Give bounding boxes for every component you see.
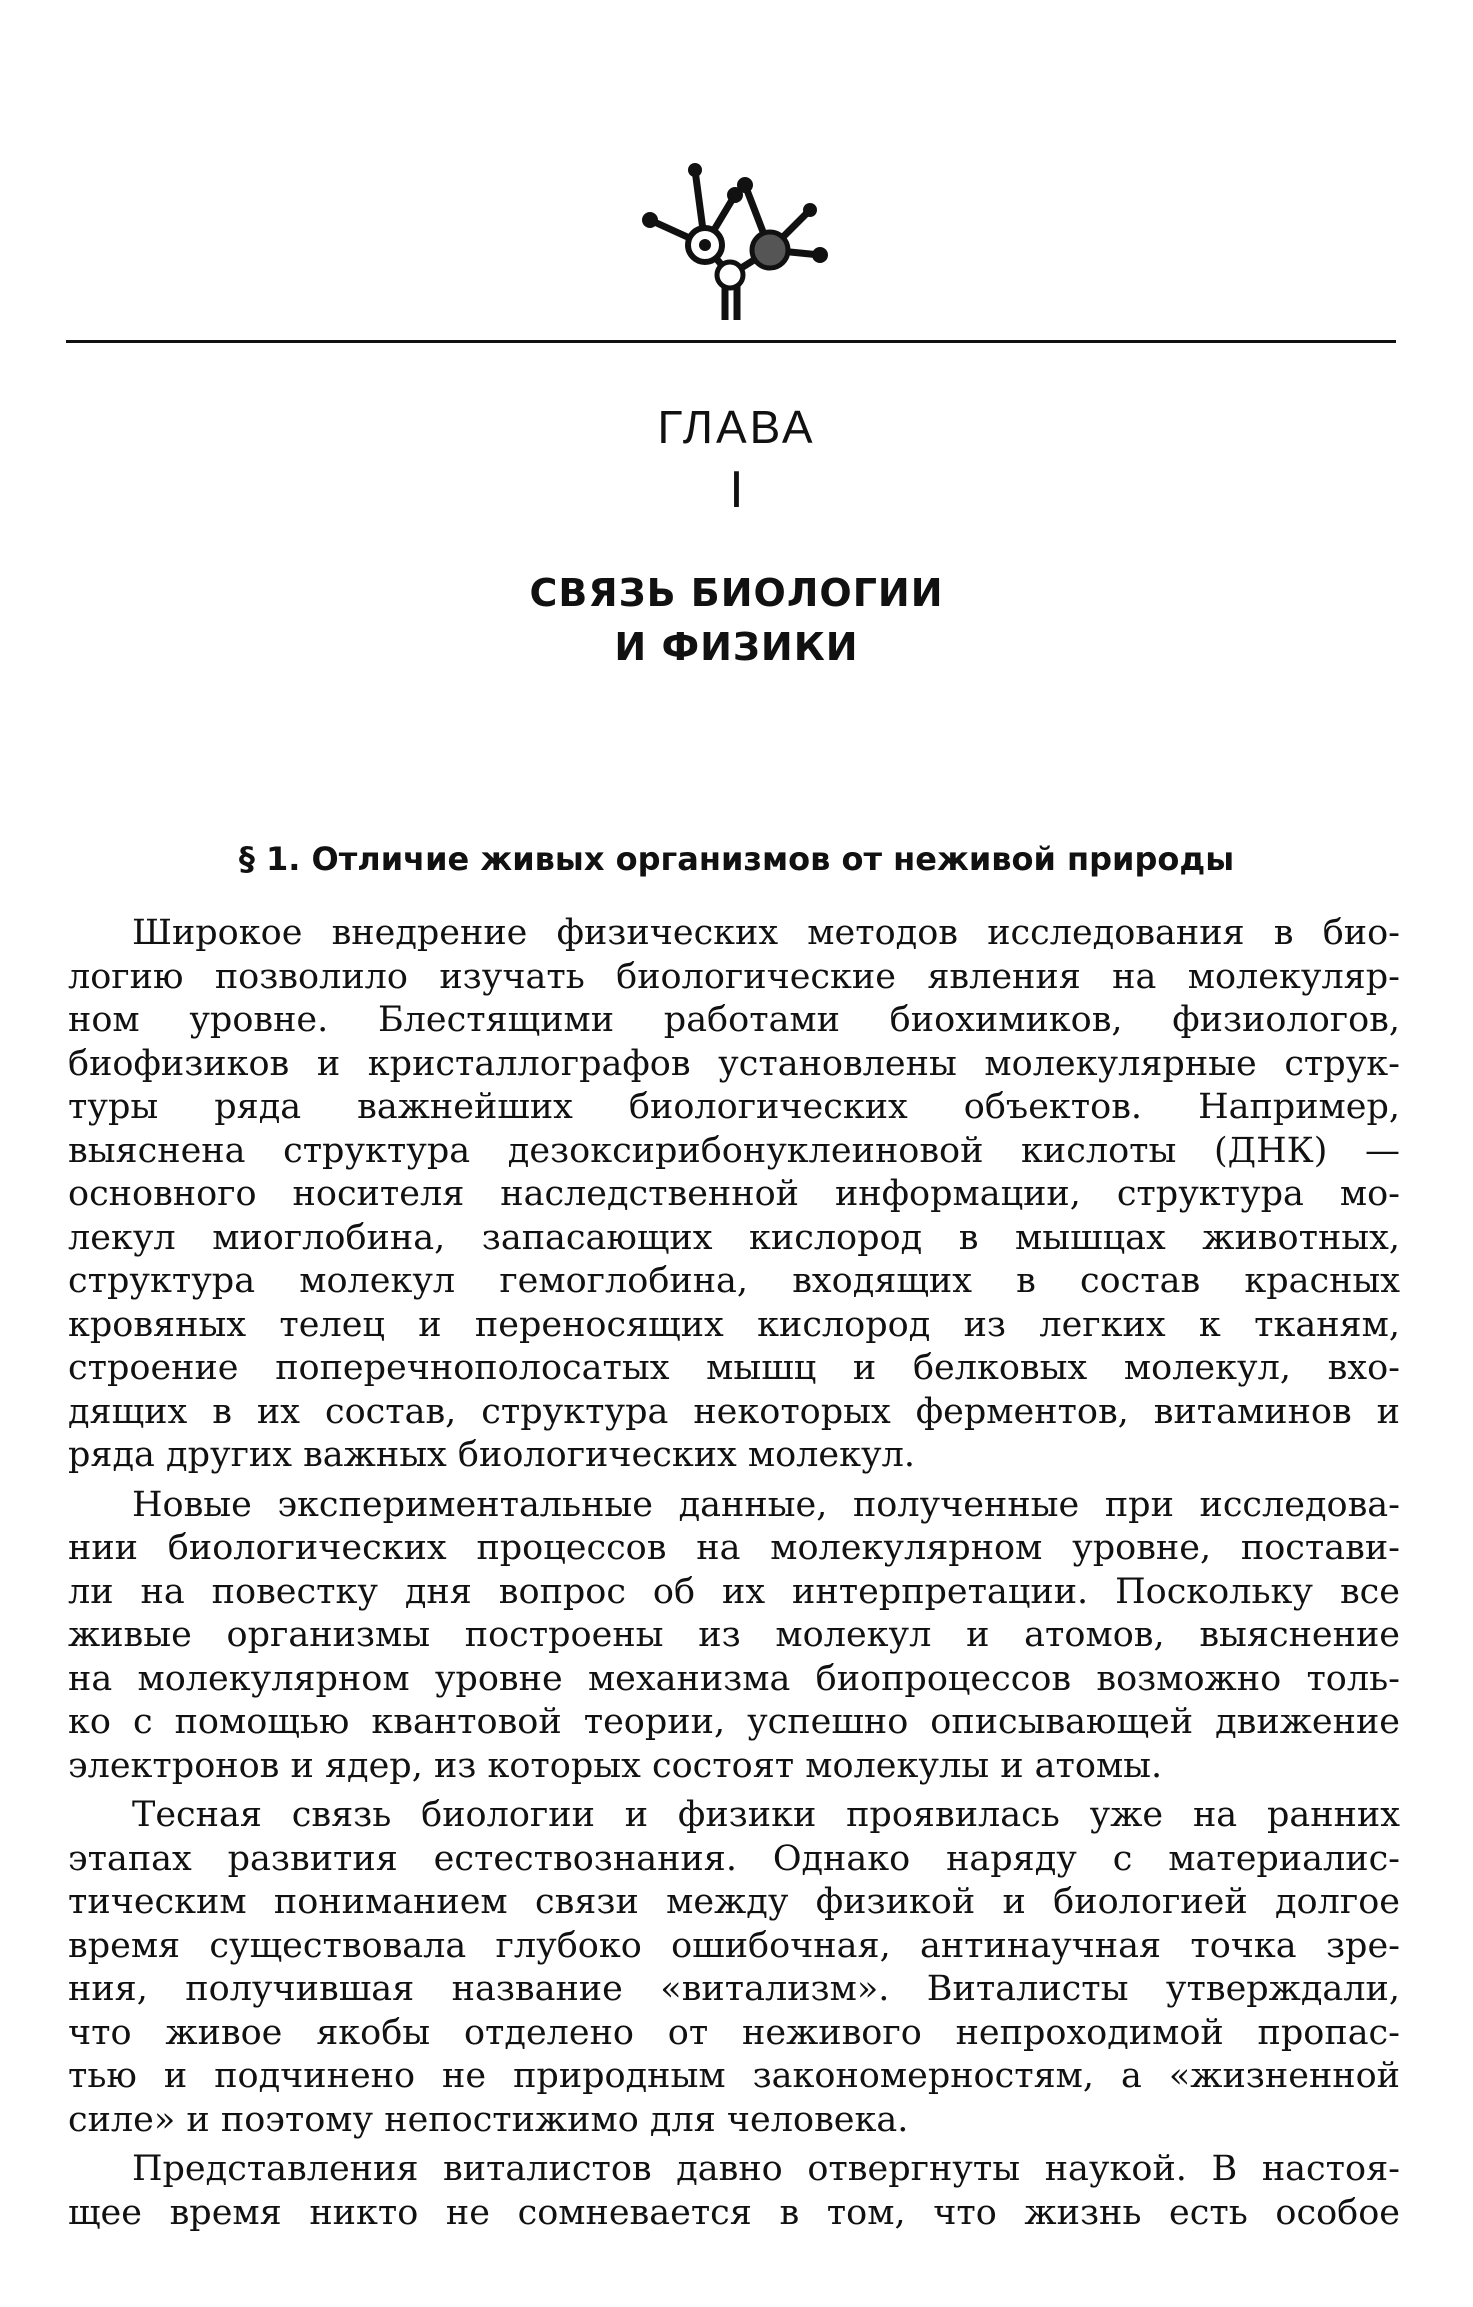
text-line: логию позволило изучать биологические явления на молекуляр- xyxy=(68,956,1400,997)
text-line: ряда других важных биологических молекул. xyxy=(68,1435,915,1475)
chapter-title xyxy=(0,566,1473,674)
text-line: строение поперечнополосатых мышц и белковых молекул, вхо- xyxy=(68,1348,1400,1388)
paragraph xyxy=(68,2148,1400,2235)
text-line: дящих в их состав, структура некоторых ферментов, витаминов и xyxy=(68,1391,1400,1432)
text-line: структура молекул гемоглобина, входящих в состав красных xyxy=(68,1261,1400,1301)
text-line: биофизиков и кристаллографов установлены молекулярные струк- xyxy=(68,1043,1400,1084)
body-text xyxy=(68,912,1400,2235)
text-line: что живое якобы отделено от неживого непроходимой пропас- xyxy=(68,2012,1400,2053)
paragraph xyxy=(68,1484,1400,1789)
chapter-title-line: И ФИЗИКИ xyxy=(614,625,859,669)
molecule-emblem-icon xyxy=(620,150,850,320)
text-line: туры ряда важнейших биологических объектов. Например, xyxy=(68,1087,1400,1127)
text-line: нии биологических процессов на молекулярном уровне, постави- xyxy=(68,1528,1400,1568)
chapter-label: ГЛАВА xyxy=(657,401,816,453)
text-line: этапах развития естествознания. Однако наряду с материалис- xyxy=(68,1838,1400,1879)
top-divider-rule xyxy=(66,340,1396,343)
text-line: ния, получившая название «витализм». Виталисты утверждали, xyxy=(68,1969,1400,2009)
paragraph xyxy=(68,1794,1400,2142)
text-line: электронов и ядер, из которых состоят молекулы и атомы. xyxy=(68,1745,1163,1786)
text-line: живые организмы построены из молекул и атомов, выяснение xyxy=(68,1615,1400,1655)
text-line: Тесная связь биологии и физики проявилась уже на ранних xyxy=(132,1795,1400,1835)
text-line: Новые экспериментальные данные, полученные при исследова- xyxy=(132,1484,1400,1525)
text-line: выяснена структура дезоксирибонуклеиновой кислоты (ДНК) — xyxy=(68,1130,1400,1171)
text-line: ко с помощью квантовой теории, успешно описывающей движение xyxy=(68,1702,1400,1742)
chapter-title-line: СВЯЗЬ БИОЛОГИИ xyxy=(529,571,944,615)
text-line: лекул миоглобина, запасающих кислород в мышцах животных, xyxy=(68,1217,1400,1258)
text-line: Широкое внедрение физических методов исследования в био- xyxy=(132,913,1400,953)
text-line: кровяных телец и переносящих кислород из легких к тканям, xyxy=(68,1304,1400,1345)
text-line: основного носителя наследственной информации, структура мо- xyxy=(68,1174,1400,1214)
text-line: силе» и поэтому непостижимо для человека. xyxy=(68,2099,909,2140)
text-line: ном уровне. Блестящими работами биохимиков, физиологов, xyxy=(68,1000,1400,1040)
text-line: тическим пониманием связи между физикой и биологией долгое xyxy=(68,1882,1400,1922)
text-line: время существовала глубоко ошибочная, антинаучная точка зре- xyxy=(68,1925,1400,1966)
text-line: Представления виталистов давно отвергнуты наукой. В настоя- xyxy=(132,2149,1400,2189)
section-heading: § 1. Отличие живых организмов от неживой природы xyxy=(238,840,1235,878)
text-line: ли на повестку дня вопрос об их интерпретации. Поскольку все xyxy=(68,1571,1400,1612)
chapter-number: I xyxy=(729,461,744,519)
text-line: щее время никто не сомневается в том, что жизнь есть особое xyxy=(68,2192,1400,2233)
paragraph xyxy=(68,912,1400,1478)
text-line: тью и подчинено не природным закономерностям, а «жизненной xyxy=(68,2056,1400,2096)
text-line: на молекулярном уровне механизма биопроцессов возможно толь- xyxy=(68,1658,1400,1699)
